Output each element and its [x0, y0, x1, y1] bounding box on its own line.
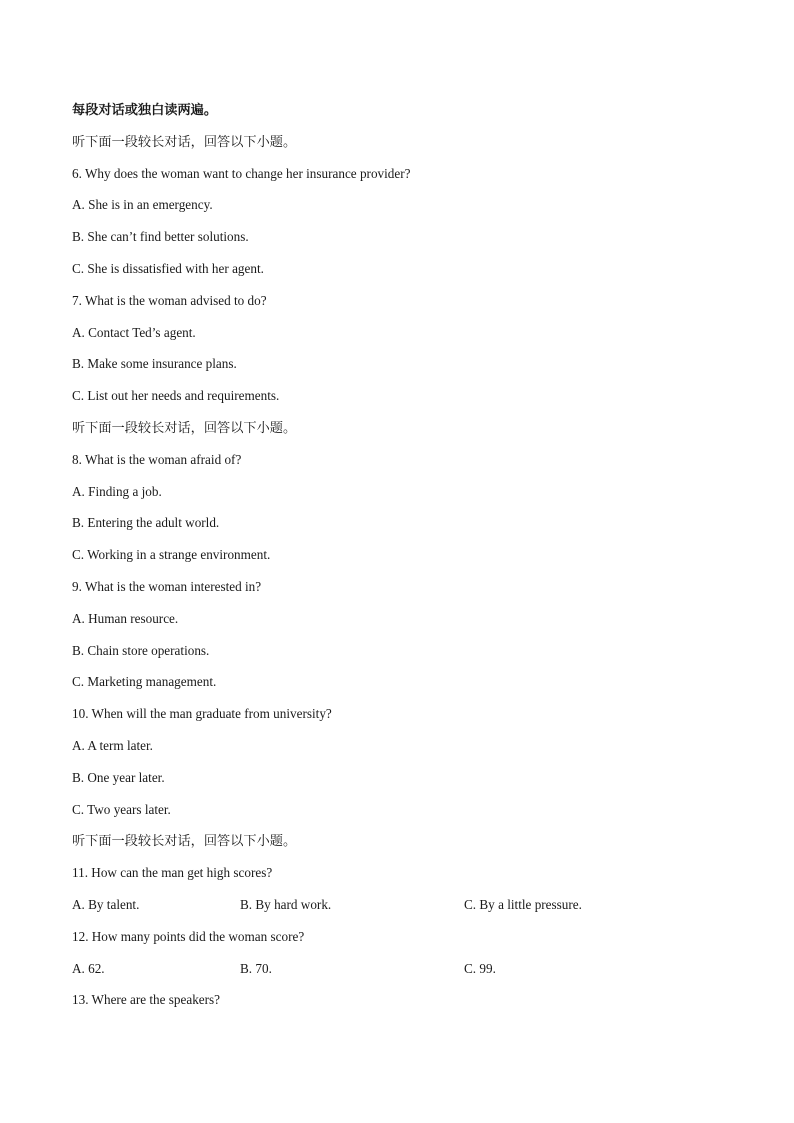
- question-7-option-c: C. List out her needs and requirements.: [72, 388, 280, 404]
- question-9-option-c: C. Marketing management.: [72, 674, 217, 690]
- question-8-option-a: A. Finding a job.: [72, 483, 162, 499]
- question-9: 9. What is the woman interested in?: [72, 578, 262, 594]
- question-12-options: [72, 959, 732, 991]
- dialogue-heading: 听下面一段较长对话，回答以下小题。: [72, 419, 297, 435]
- question-11-option-c: C. By a little pressure.: [464, 896, 582, 912]
- question-11: 11. How can the man get high scores?: [72, 865, 273, 881]
- question-7-option-b: B. Make some insurance plans.: [72, 356, 237, 372]
- question-10-option-a: A. A term later.: [72, 737, 153, 753]
- question-8-option-c: C. Working in a strange environment.: [72, 547, 271, 563]
- question-10-option-c: C. Two years later.: [72, 801, 171, 817]
- question-7: 7. What is the woman advised to do?: [72, 292, 267, 308]
- question-12-option-b: B. 70.: [240, 960, 272, 976]
- question-6-option-a: A. She is in an emergency.: [72, 197, 213, 213]
- question-12-option-c: C. 99.: [464, 960, 496, 976]
- question-6-option-c: C. She is dissatisfied with her agent.: [72, 260, 264, 276]
- question-7-option-a: A. Contact Ted’s agent.: [72, 324, 196, 340]
- question-11-option-a: A. By talent.: [72, 896, 140, 912]
- question-9-option-a: A. Human resource.: [72, 610, 179, 626]
- question-13: 13. Where are the speakers?: [72, 992, 221, 1008]
- question-11-option-b: B. By hard work.: [240, 896, 332, 912]
- question-9-option-b: B. Chain store operations.: [72, 642, 210, 658]
- dialogue-heading: 听下面一段较长对话，回答以下小题。: [72, 833, 297, 849]
- question-12-option-a: A. 62.: [72, 960, 105, 976]
- section-instruction: 每段对话或独白读两遍。: [72, 102, 218, 117]
- dialogue-heading: 听下面一段较长对话，回答以下小题。: [72, 133, 297, 149]
- question-10: 10. When will the man graduate from university?: [72, 706, 332, 722]
- question-11-options: [72, 895, 732, 927]
- document-page: [72, 100, 732, 1022]
- question-8-option-b: B. Entering the adult world.: [72, 515, 220, 531]
- question-6: 6. Why does the woman want to change her insurance provider?: [72, 165, 411, 181]
- question-12: 12. How many points did the woman score?: [72, 928, 305, 944]
- question-8: 8. What is the woman afraid of?: [72, 451, 242, 467]
- question-10-option-b: B. One year later.: [72, 769, 165, 785]
- question-6-option-b: B. She can’t find better solutions.: [72, 229, 249, 245]
